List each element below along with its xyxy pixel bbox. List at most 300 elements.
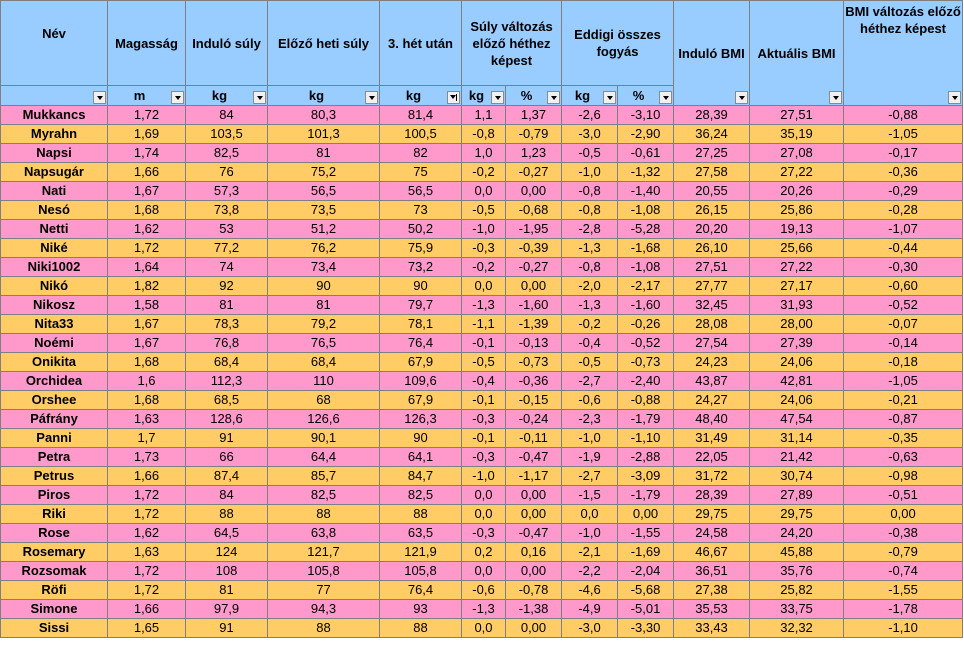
cell-valtozas-kg[interactable]: -1,3 — [462, 600, 506, 619]
cell-nev[interactable]: Orchidea — [1, 372, 108, 391]
cell-osszes-kg[interactable]: -2,7 — [562, 372, 618, 391]
cell-valtozas-kg[interactable]: -0,3 — [462, 448, 506, 467]
cell-elozo-heti-suly[interactable]: 101,3 — [268, 125, 380, 144]
cell-elozo-heti-suly[interactable]: 56,5 — [268, 182, 380, 201]
cell-valtozas-pct[interactable]: -0,47 — [506, 524, 562, 543]
cell-3-het-utan[interactable]: 73 — [380, 201, 462, 220]
cell-3-het-utan[interactable]: 88 — [380, 619, 462, 638]
valtozas-pct-unit-cell[interactable]: % — [506, 86, 562, 106]
cell-valtozas-pct[interactable]: 0,16 — [506, 543, 562, 562]
cell-valtozas-pct[interactable]: -0,15 — [506, 391, 562, 410]
cell-osszes-pct[interactable]: -1,68 — [618, 239, 674, 258]
cell-indulo-suly[interactable]: 77,2 — [186, 239, 268, 258]
cell-indulo-suly[interactable]: 53 — [186, 220, 268, 239]
cell-magassag[interactable]: 1,66 — [108, 467, 186, 486]
cell-indulo-bmi[interactable]: 28,08 — [674, 315, 750, 334]
cell-3-het-utan[interactable]: 126,3 — [380, 410, 462, 429]
cell-3-het-utan[interactable]: 93 — [380, 600, 462, 619]
cell-osszes-pct[interactable]: -0,73 — [618, 353, 674, 372]
cell-elozo-heti-suly[interactable]: 77 — [268, 581, 380, 600]
magassag-unit-cell[interactable]: m — [108, 86, 186, 106]
valtozas-kg-filter-dropdown-icon[interactable] — [491, 91, 504, 104]
cell-magassag[interactable]: 1,68 — [108, 353, 186, 372]
cell-indulo-suly[interactable]: 112,3 — [186, 372, 268, 391]
cell-aktualis-bmi[interactable]: 29,75 — [750, 505, 844, 524]
cell-bmi-valtozas[interactable]: -0,88 — [844, 106, 963, 125]
cell-elozo-heti-suly[interactable]: 88 — [268, 619, 380, 638]
cell-elozo-heti-suly[interactable]: 81 — [268, 144, 380, 163]
cell-osszes-pct[interactable]: -0,52 — [618, 334, 674, 353]
cell-indulo-suly[interactable]: 82,5 — [186, 144, 268, 163]
cell-aktualis-bmi[interactable]: 25,66 — [750, 239, 844, 258]
magassag-filter-dropdown-icon[interactable] — [171, 91, 184, 104]
osszes-pct-unit-cell[interactable]: % — [618, 86, 674, 106]
cell-magassag[interactable]: 1,72 — [108, 562, 186, 581]
cell-valtozas-kg[interactable]: -0,1 — [462, 334, 506, 353]
cell-elozo-heti-suly[interactable]: 75,2 — [268, 163, 380, 182]
cell-osszes-pct[interactable]: -2,17 — [618, 277, 674, 296]
cell-nev[interactable]: Rosemary — [1, 543, 108, 562]
cell-valtozas-kg[interactable]: -0,3 — [462, 239, 506, 258]
cell-valtozas-kg[interactable]: 0,0 — [462, 277, 506, 296]
cell-nev[interactable]: Petra — [1, 448, 108, 467]
cell-bmi-valtozas[interactable]: -0,21 — [844, 391, 963, 410]
cell-magassag[interactable]: 1,68 — [108, 391, 186, 410]
cell-valtozas-kg[interactable]: -0,1 — [462, 391, 506, 410]
cell-bmi-valtozas[interactable]: -0,36 — [844, 163, 963, 182]
cell-indulo-suly[interactable]: 81 — [186, 296, 268, 315]
cell-valtozas-pct[interactable]: -0,47 — [506, 448, 562, 467]
cell-nev[interactable]: Napsi — [1, 144, 108, 163]
cell-3-het-utan[interactable]: 100,5 — [380, 125, 462, 144]
3-het-utan-unit-cell[interactable]: kg — [380, 86, 462, 106]
cell-3-het-utan[interactable]: 84,7 — [380, 467, 462, 486]
cell-osszes-kg[interactable]: -1,0 — [562, 429, 618, 448]
cell-nev[interactable]: Simone — [1, 600, 108, 619]
cell-osszes-kg[interactable]: -0,8 — [562, 201, 618, 220]
cell-3-het-utan[interactable]: 75 — [380, 163, 462, 182]
cell-elozo-heti-suly[interactable]: 126,6 — [268, 410, 380, 429]
cell-indulo-bmi[interactable]: 26,10 — [674, 239, 750, 258]
cell-valtozas-pct[interactable]: -0,79 — [506, 125, 562, 144]
col-header-3-het-utan[interactable]: 3. hét után — [380, 1, 462, 86]
cell-bmi-valtozas[interactable]: -1,07 — [844, 220, 963, 239]
cell-indulo-bmi[interactable]: 20,55 — [674, 182, 750, 201]
cell-nev[interactable]: Rozsomak — [1, 562, 108, 581]
cell-valtozas-kg[interactable]: 0,0 — [462, 486, 506, 505]
cell-osszes-pct[interactable]: -1,08 — [618, 201, 674, 220]
cell-osszes-kg[interactable]: -1,0 — [562, 524, 618, 543]
cell-indulo-suly[interactable]: 76 — [186, 163, 268, 182]
cell-valtozas-kg[interactable]: -0,3 — [462, 524, 506, 543]
col-header-indulo-suly[interactable]: Induló súly — [186, 1, 268, 86]
cell-osszes-kg[interactable]: -2,3 — [562, 410, 618, 429]
cell-indulo-bmi[interactable]: 35,53 — [674, 600, 750, 619]
cell-osszes-kg[interactable]: -2,2 — [562, 562, 618, 581]
cell-aktualis-bmi[interactable]: 42,81 — [750, 372, 844, 391]
cell-indulo-suly[interactable]: 64,5 — [186, 524, 268, 543]
cell-indulo-bmi[interactable]: 29,75 — [674, 505, 750, 524]
cell-elozo-heti-suly[interactable]: 76,2 — [268, 239, 380, 258]
cell-osszes-kg[interactable]: -4,9 — [562, 600, 618, 619]
cell-indulo-bmi[interactable]: 36,51 — [674, 562, 750, 581]
cell-aktualis-bmi[interactable]: 24,06 — [750, 353, 844, 372]
col-header-indulo-bmi[interactable] — [674, 1, 750, 106]
cell-bmi-valtozas[interactable]: -0,29 — [844, 182, 963, 201]
cell-valtozas-kg[interactable]: -0,3 — [462, 410, 506, 429]
cell-valtozas-pct[interactable]: -0,27 — [506, 258, 562, 277]
cell-aktualis-bmi[interactable]: 27,22 — [750, 258, 844, 277]
cell-3-het-utan[interactable]: 121,9 — [380, 543, 462, 562]
cell-osszes-pct[interactable]: -1,60 — [618, 296, 674, 315]
cell-3-het-utan[interactable]: 105,8 — [380, 562, 462, 581]
cell-indulo-bmi[interactable]: 36,24 — [674, 125, 750, 144]
cell-valtozas-pct[interactable]: -0,36 — [506, 372, 562, 391]
cell-nev[interactable]: Noémi — [1, 334, 108, 353]
cell-osszes-kg[interactable]: -1,9 — [562, 448, 618, 467]
cell-bmi-valtozas[interactable]: -0,60 — [844, 277, 963, 296]
cell-elozo-heti-suly[interactable]: 63,8 — [268, 524, 380, 543]
cell-nev[interactable]: Nesó — [1, 201, 108, 220]
cell-indulo-bmi[interactable]: 32,45 — [674, 296, 750, 315]
cell-3-het-utan[interactable]: 79,7 — [380, 296, 462, 315]
cell-indulo-suly[interactable]: 84 — [186, 106, 268, 125]
col-header-aktualis-bmi[interactable] — [750, 1, 844, 106]
osszes-kg-filter-dropdown-icon[interactable] — [603, 91, 616, 104]
cell-elozo-heti-suly[interactable]: 94,3 — [268, 600, 380, 619]
cell-magassag[interactable]: 1,82 — [108, 277, 186, 296]
cell-valtozas-pct[interactable]: -0,27 — [506, 163, 562, 182]
cell-bmi-valtozas[interactable]: -0,74 — [844, 562, 963, 581]
cell-valtozas-kg[interactable]: 1,1 — [462, 106, 506, 125]
cell-osszes-pct[interactable]: -3,10 — [618, 106, 674, 125]
cell-aktualis-bmi[interactable]: 35,19 — [750, 125, 844, 144]
cell-indulo-suly[interactable]: 88 — [186, 505, 268, 524]
cell-valtozas-pct[interactable]: -1,95 — [506, 220, 562, 239]
cell-indulo-bmi[interactable]: 28,39 — [674, 486, 750, 505]
cell-valtozas-pct[interactable]: -0,39 — [506, 239, 562, 258]
cell-valtozas-pct[interactable]: 1,37 — [506, 106, 562, 125]
cell-elozo-heti-suly[interactable]: 80,3 — [268, 106, 380, 125]
cell-3-het-utan[interactable]: 50,2 — [380, 220, 462, 239]
cell-bmi-valtozas[interactable]: -0,35 — [844, 429, 963, 448]
cell-aktualis-bmi[interactable]: 25,82 — [750, 581, 844, 600]
cell-osszes-kg[interactable]: -2,8 — [562, 220, 618, 239]
col-header-elozo-heti-suly[interactable]: Előző heti súly — [268, 1, 380, 86]
cell-elozo-heti-suly[interactable]: 85,7 — [268, 467, 380, 486]
cell-elozo-heti-suly[interactable]: 68 — [268, 391, 380, 410]
cell-indulo-bmi[interactable]: 26,15 — [674, 201, 750, 220]
cell-aktualis-bmi[interactable]: 28,00 — [750, 315, 844, 334]
cell-indulo-suly[interactable]: 68,4 — [186, 353, 268, 372]
cell-valtozas-pct[interactable]: 0,00 — [506, 619, 562, 638]
cell-aktualis-bmi[interactable]: 31,14 — [750, 429, 844, 448]
cell-3-het-utan[interactable]: 109,6 — [380, 372, 462, 391]
cell-elozo-heti-suly[interactable]: 81 — [268, 296, 380, 315]
cell-bmi-valtozas[interactable]: -0,18 — [844, 353, 963, 372]
cell-osszes-pct[interactable]: 0,00 — [618, 505, 674, 524]
cell-3-het-utan[interactable]: 81,4 — [380, 106, 462, 125]
cell-valtozas-kg[interactable]: -0,1 — [462, 429, 506, 448]
cell-magassag[interactable]: 1,62 — [108, 524, 186, 543]
col-header-magassag[interactable]: Magasság — [108, 1, 186, 86]
cell-3-het-utan[interactable]: 73,2 — [380, 258, 462, 277]
cell-valtozas-pct[interactable]: -0,78 — [506, 581, 562, 600]
cell-3-het-utan[interactable]: 63,5 — [380, 524, 462, 543]
cell-osszes-pct[interactable]: -1,10 — [618, 429, 674, 448]
cell-indulo-suly[interactable]: 73,8 — [186, 201, 268, 220]
cell-osszes-pct[interactable]: -3,30 — [618, 619, 674, 638]
cell-nev[interactable]: Orshee — [1, 391, 108, 410]
cell-aktualis-bmi[interactable]: 24,20 — [750, 524, 844, 543]
cell-osszes-pct[interactable]: -2,40 — [618, 372, 674, 391]
valtozas-pct-filter-dropdown-icon[interactable] — [547, 91, 560, 104]
cell-elozo-heti-suly[interactable]: 73,4 — [268, 258, 380, 277]
cell-osszes-pct[interactable]: -1,08 — [618, 258, 674, 277]
cell-magassag[interactable]: 1,67 — [108, 334, 186, 353]
cell-osszes-kg[interactable]: -1,0 — [562, 163, 618, 182]
cell-valtozas-pct[interactable]: -0,68 — [506, 201, 562, 220]
cell-3-het-utan[interactable]: 67,9 — [380, 353, 462, 372]
col-header-bmi-valtozas[interactable] — [844, 1, 963, 106]
valtozas-kg-unit-cell[interactable]: kg — [462, 86, 506, 106]
cell-magassag[interactable]: 1,62 — [108, 220, 186, 239]
cell-indulo-bmi[interactable]: 22,05 — [674, 448, 750, 467]
cell-osszes-pct[interactable]: -1,40 — [618, 182, 674, 201]
cell-bmi-valtozas[interactable]: -0,14 — [844, 334, 963, 353]
cell-magassag[interactable]: 1,63 — [108, 543, 186, 562]
cell-magassag[interactable]: 1,65 — [108, 619, 186, 638]
cell-osszes-pct[interactable]: -1,32 — [618, 163, 674, 182]
cell-elozo-heti-suly[interactable]: 76,5 — [268, 334, 380, 353]
cell-indulo-bmi[interactable]: 24,23 — [674, 353, 750, 372]
cell-osszes-kg[interactable]: -2,7 — [562, 467, 618, 486]
col-header-nev[interactable]: Név — [1, 1, 108, 86]
cell-3-het-utan[interactable]: 82,5 — [380, 486, 462, 505]
cell-osszes-kg[interactable]: -0,5 — [562, 144, 618, 163]
cell-bmi-valtozas[interactable]: -1,55 — [844, 581, 963, 600]
cell-valtozas-kg[interactable]: -0,8 — [462, 125, 506, 144]
cell-3-het-utan[interactable]: 76,4 — [380, 581, 462, 600]
cell-bmi-valtozas[interactable]: -0,98 — [844, 467, 963, 486]
cell-valtozas-pct[interactable]: 0,00 — [506, 562, 562, 581]
cell-bmi-valtozas[interactable]: -0,87 — [844, 410, 963, 429]
cell-nev[interactable]: Onikita — [1, 353, 108, 372]
cell-3-het-utan[interactable]: 67,9 — [380, 391, 462, 410]
cell-valtozas-kg[interactable]: 0,0 — [462, 619, 506, 638]
cell-indulo-suly[interactable]: 78,3 — [186, 315, 268, 334]
cell-nev[interactable]: Panni — [1, 429, 108, 448]
cell-valtozas-kg[interactable]: 0,0 — [462, 182, 506, 201]
cell-aktualis-bmi[interactable]: 31,93 — [750, 296, 844, 315]
cell-indulo-suly[interactable]: 66 — [186, 448, 268, 467]
cell-valtozas-kg[interactable]: 0,0 — [462, 505, 506, 524]
cell-aktualis-bmi[interactable]: 20,26 — [750, 182, 844, 201]
cell-magassag[interactable]: 1,68 — [108, 201, 186, 220]
cell-3-het-utan[interactable]: 78,1 — [380, 315, 462, 334]
cell-aktualis-bmi[interactable]: 33,75 — [750, 600, 844, 619]
cell-indulo-suly[interactable]: 103,5 — [186, 125, 268, 144]
cell-elozo-heti-suly[interactable]: 82,5 — [268, 486, 380, 505]
cell-3-het-utan[interactable]: 64,1 — [380, 448, 462, 467]
cell-aktualis-bmi[interactable]: 45,88 — [750, 543, 844, 562]
cell-valtozas-kg[interactable]: 1,0 — [462, 144, 506, 163]
indulo-suly-filter-dropdown-icon[interactable] — [253, 91, 266, 104]
cell-aktualis-bmi[interactable]: 30,74 — [750, 467, 844, 486]
osszes-pct-filter-dropdown-icon[interactable] — [659, 91, 672, 104]
cell-valtozas-pct[interactable]: -1,17 — [506, 467, 562, 486]
cell-indulo-bmi[interactable]: 24,27 — [674, 391, 750, 410]
cell-aktualis-bmi[interactable]: 32,32 — [750, 619, 844, 638]
cell-bmi-valtozas[interactable]: -1,05 — [844, 372, 963, 391]
cell-3-het-utan[interactable]: 75,9 — [380, 239, 462, 258]
cell-valtozas-pct[interactable]: -1,60 — [506, 296, 562, 315]
cell-osszes-kg[interactable]: 0,0 — [562, 505, 618, 524]
cell-valtozas-pct[interactable]: 0,00 — [506, 182, 562, 201]
cell-bmi-valtozas[interactable]: -0,17 — [844, 144, 963, 163]
cell-nev[interactable]: Napsugár — [1, 163, 108, 182]
cell-osszes-pct[interactable]: -1,79 — [618, 410, 674, 429]
cell-magassag[interactable]: 1,74 — [108, 144, 186, 163]
cell-nev[interactable]: Niki1002 — [1, 258, 108, 277]
cell-nev[interactable]: Mukkancs — [1, 106, 108, 125]
cell-nev[interactable]: Páfrány — [1, 410, 108, 429]
osszes-kg-unit-cell[interactable]: kg — [562, 86, 618, 106]
cell-3-het-utan[interactable]: 82 — [380, 144, 462, 163]
cell-nev[interactable]: Nita33 — [1, 315, 108, 334]
cell-bmi-valtozas[interactable]: 0,00 — [844, 505, 963, 524]
cell-indulo-suly[interactable]: 74 — [186, 258, 268, 277]
cell-osszes-pct[interactable]: -0,88 — [618, 391, 674, 410]
cell-aktualis-bmi[interactable]: 47,54 — [750, 410, 844, 429]
cell-bmi-valtozas[interactable]: -0,44 — [844, 239, 963, 258]
cell-indulo-bmi[interactable]: 27,38 — [674, 581, 750, 600]
cell-bmi-valtozas[interactable]: -0,52 — [844, 296, 963, 315]
cell-indulo-suly[interactable]: 124 — [186, 543, 268, 562]
cell-valtozas-pct[interactable]: -0,73 — [506, 353, 562, 372]
cell-elozo-heti-suly[interactable]: 121,7 — [268, 543, 380, 562]
cell-osszes-pct[interactable]: -2,90 — [618, 125, 674, 144]
cell-elozo-heti-suly[interactable]: 90 — [268, 277, 380, 296]
cell-nev[interactable]: Piros — [1, 486, 108, 505]
cell-elozo-heti-suly[interactable]: 110 — [268, 372, 380, 391]
cell-indulo-suly[interactable]: 87,4 — [186, 467, 268, 486]
cell-nev[interactable]: Petrus — [1, 467, 108, 486]
cell-nev[interactable]: Rose — [1, 524, 108, 543]
cell-aktualis-bmi[interactable]: 27,89 — [750, 486, 844, 505]
cell-magassag[interactable]: 1,72 — [108, 486, 186, 505]
cell-osszes-kg[interactable]: -1,5 — [562, 486, 618, 505]
cell-valtozas-kg[interactable]: -1,0 — [462, 220, 506, 239]
cell-valtozas-kg[interactable]: -0,2 — [462, 258, 506, 277]
cell-elozo-heti-suly[interactable]: 68,4 — [268, 353, 380, 372]
cell-indulo-suly[interactable]: 57,3 — [186, 182, 268, 201]
cell-elozo-heti-suly[interactable]: 90,1 — [268, 429, 380, 448]
cell-osszes-kg[interactable]: -2,6 — [562, 106, 618, 125]
cell-valtozas-pct[interactable]: -1,39 — [506, 315, 562, 334]
cell-aktualis-bmi[interactable]: 27,17 — [750, 277, 844, 296]
cell-magassag[interactable]: 1,7 — [108, 429, 186, 448]
cell-indulo-suly[interactable]: 97,9 — [186, 600, 268, 619]
cell-indulo-bmi[interactable]: 28,39 — [674, 106, 750, 125]
cell-magassag[interactable]: 1,72 — [108, 505, 186, 524]
cell-aktualis-bmi[interactable]: 27,22 — [750, 163, 844, 182]
cell-indulo-bmi[interactable]: 48,40 — [674, 410, 750, 429]
cell-bmi-valtozas[interactable]: -0,51 — [844, 486, 963, 505]
cell-bmi-valtozas[interactable]: -1,78 — [844, 600, 963, 619]
cell-3-het-utan[interactable]: 76,4 — [380, 334, 462, 353]
cell-osszes-kg[interactable]: -0,2 — [562, 315, 618, 334]
cell-magassag[interactable]: 1,67 — [108, 315, 186, 334]
cell-bmi-valtozas[interactable]: -0,38 — [844, 524, 963, 543]
cell-elozo-heti-suly[interactable]: 79,2 — [268, 315, 380, 334]
cell-indulo-suly[interactable]: 81 — [186, 581, 268, 600]
cell-nev[interactable]: Nikosz — [1, 296, 108, 315]
cell-aktualis-bmi[interactable]: 27,39 — [750, 334, 844, 353]
cell-aktualis-bmi[interactable]: 24,06 — [750, 391, 844, 410]
cell-magassag[interactable]: 1,69 — [108, 125, 186, 144]
cell-magassag[interactable]: 1,58 — [108, 296, 186, 315]
cell-nev[interactable]: Sissi — [1, 619, 108, 638]
cell-aktualis-bmi[interactable]: 25,86 — [750, 201, 844, 220]
cell-valtozas-pct[interactable]: -1,38 — [506, 600, 562, 619]
cell-valtozas-pct[interactable]: 0,00 — [506, 486, 562, 505]
cell-magassag[interactable]: 1,72 — [108, 239, 186, 258]
cell-valtozas-pct[interactable]: -0,13 — [506, 334, 562, 353]
nev-filter-cell[interactable] — [1, 86, 108, 106]
cell-osszes-kg[interactable]: -0,4 — [562, 334, 618, 353]
nev-filter-dropdown-icon[interactable] — [93, 91, 106, 104]
cell-osszes-kg[interactable]: -0,8 — [562, 182, 618, 201]
cell-nev[interactable]: Nati — [1, 182, 108, 201]
cell-indulo-bmi[interactable]: 46,67 — [674, 543, 750, 562]
cell-3-het-utan[interactable]: 90 — [380, 277, 462, 296]
cell-aktualis-bmi[interactable]: 35,76 — [750, 562, 844, 581]
cell-3-het-utan[interactable]: 56,5 — [380, 182, 462, 201]
cell-valtozas-pct[interactable]: 0,00 — [506, 505, 562, 524]
cell-valtozas-pct[interactable]: 0,00 — [506, 277, 562, 296]
cell-magassag[interactable]: 1,66 — [108, 163, 186, 182]
cell-elozo-heti-suly[interactable]: 105,8 — [268, 562, 380, 581]
cell-osszes-pct[interactable]: -5,28 — [618, 220, 674, 239]
cell-osszes-pct[interactable]: -0,61 — [618, 144, 674, 163]
cell-nev[interactable]: Riki — [1, 505, 108, 524]
cell-valtozas-kg[interactable]: -1,3 — [462, 296, 506, 315]
cell-osszes-pct[interactable]: -2,04 — [618, 562, 674, 581]
aktualis-bmi-filter-dropdown-icon[interactable] — [829, 91, 842, 104]
cell-osszes-pct[interactable]: -1,79 — [618, 486, 674, 505]
cell-osszes-kg[interactable]: -0,6 — [562, 391, 618, 410]
cell-osszes-kg[interactable]: -3,0 — [562, 125, 618, 144]
cell-3-het-utan[interactable]: 88 — [380, 505, 462, 524]
cell-valtozas-kg[interactable]: -0,5 — [462, 201, 506, 220]
cell-indulo-bmi[interactable]: 31,72 — [674, 467, 750, 486]
cell-indulo-suly[interactable]: 91 — [186, 429, 268, 448]
cell-magassag[interactable]: 1,73 — [108, 448, 186, 467]
cell-indulo-bmi[interactable]: 27,54 — [674, 334, 750, 353]
cell-osszes-kg[interactable]: -1,3 — [562, 296, 618, 315]
cell-magassag[interactable]: 1,63 — [108, 410, 186, 429]
cell-osszes-kg[interactable]: -3,0 — [562, 619, 618, 638]
cell-magassag[interactable]: 1,72 — [108, 581, 186, 600]
cell-nev[interactable]: Netti — [1, 220, 108, 239]
cell-osszes-kg[interactable]: -2,1 — [562, 543, 618, 562]
cell-osszes-kg[interactable]: -0,8 — [562, 258, 618, 277]
cell-nev[interactable]: Röfi — [1, 581, 108, 600]
cell-indulo-suly[interactable]: 68,5 — [186, 391, 268, 410]
cell-valtozas-pct[interactable]: -0,11 — [506, 429, 562, 448]
bmi-valtozas-filter-dropdown-icon[interactable] — [948, 91, 961, 104]
